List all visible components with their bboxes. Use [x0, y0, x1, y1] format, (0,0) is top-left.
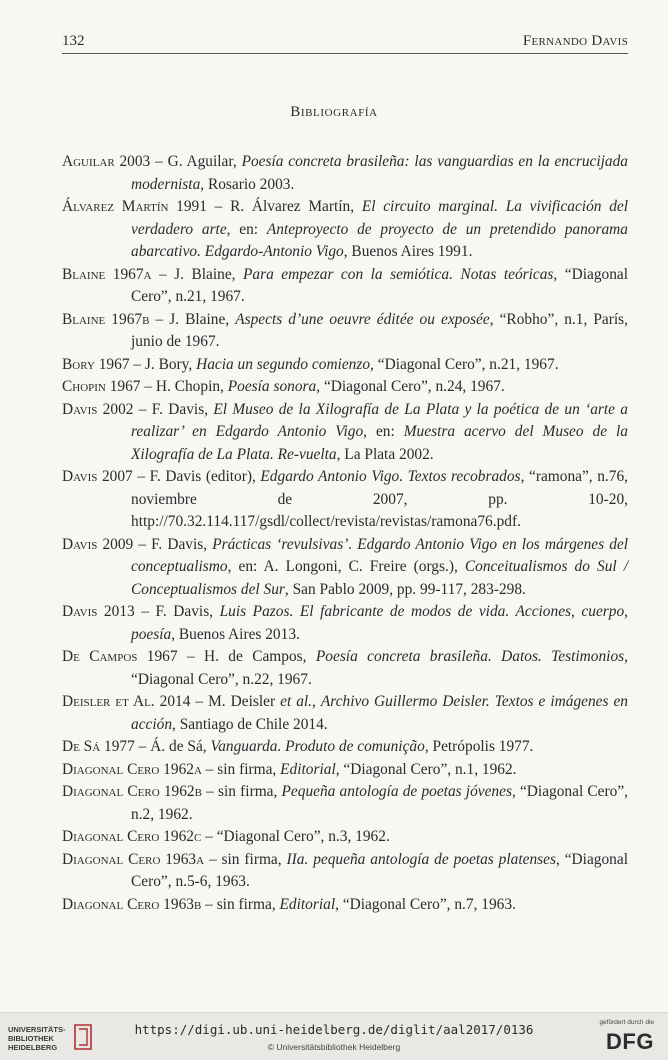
entry-title: Poesía sonora,: [227, 378, 321, 395]
entry-text: , en:: [363, 423, 404, 440]
entry-title: Para empezar con la semiótica. Notas teóricas: [243, 265, 554, 283]
entry-text: – “Diagonal Cero”, n.3, 1962.: [201, 828, 390, 845]
entry-text: “Diagonal Cero”, n.24, 1967.: [320, 378, 505, 395]
entry-text: – sin firma,: [201, 895, 280, 913]
entry-text: , La Plata 2002.: [336, 445, 434, 463]
entry-text: – J. Bory,: [129, 355, 197, 373]
entry-key: Chopin 1967: [62, 378, 141, 395]
bib-entry: [62, 646, 628, 691]
entry-text: – H. Chopin,: [140, 378, 228, 395]
entry-key: Diagonal Cero 1963b: [62, 895, 202, 913]
entry-text: – G. Aguilar,: [150, 153, 242, 170]
entry-key: Bory 1967: [62, 355, 130, 373]
entry-text: “Diagonal Cero”, n.21, 1967.: [373, 355, 559, 373]
entry-text: – M. Deisler: [190, 693, 281, 710]
entry-title: IIa. pequeña antología de poetas platenses: [286, 850, 556, 868]
entry-title: Hacia un segundo comienzo,: [196, 355, 374, 373]
entry-key: Davis 2009: [62, 535, 134, 553]
dfg-logo[interactable]: DFG: [606, 1029, 654, 1054]
page-number: 132: [62, 33, 85, 49]
entry-title: Luis Pazos. El fabricante de modos de vida. Acciones, cuerpo, poesía: [131, 603, 629, 643]
bib-entry: [62, 309, 628, 354]
entry-key: Diagonal Cero 1963a: [62, 850, 205, 868]
entry-text: , “Diagonal Cero”, n.21, 1967.: [131, 265, 629, 305]
entry-text: – sin firma,: [204, 850, 287, 868]
bib-entry: [62, 736, 628, 759]
entry-title: Edgardo Antonio Vigo. Textos recobrados: [260, 468, 521, 485]
library-logo-text[interactable]: UNIVERSITÄTS- BIBLIOTHEK HEIDELBERG: [8, 1025, 66, 1052]
entry-text: ,: [312, 693, 321, 710]
entry-title: et al.: [280, 693, 313, 710]
bib-entry: [62, 781, 628, 826]
entry-text: , Petrópolis 1977.: [424, 738, 534, 755]
entry-text: , Buenos Aires 1991.: [343, 243, 473, 260]
entry-title: Pequeña antología de poetas jóvenes: [281, 783, 512, 800]
entry-key: De Sá 1977: [62, 738, 135, 755]
entry-text: – F. Davis,: [133, 535, 213, 553]
entry-title: Vanguarda. Produto de comunição: [210, 738, 425, 755]
entry-title: Poesía concreta brasileña: las vanguardias en la encrucijada modernista: [131, 153, 629, 193]
entry-text: , “Diagonal Cero”, n.2, 1962.: [131, 783, 629, 823]
bib-entry: [62, 691, 628, 736]
entry-title: Editorial: [279, 895, 336, 913]
entry-title: Aspects d’une oeuvre éditée ou exposée: [235, 310, 490, 328]
bib-entry: [62, 534, 628, 602]
bib-entry: [62, 354, 628, 377]
entry-key: Davis 2007: [62, 468, 133, 485]
entry-text: , “Diagonal Cero”, n.1, 1962.: [335, 760, 517, 778]
entry-text: , “Diagonal Cero”, n.7, 1963.: [335, 895, 516, 913]
entry-text: – sin firma,: [201, 760, 281, 778]
entry-key: Diagonal Cero 1962b: [62, 783, 202, 800]
entry-text: , Buenos Aires 2013.: [171, 625, 300, 643]
entry-key: Aguilar 2003: [62, 153, 151, 170]
entry-title: Anteproyecto de proyecto de un pretendido panorama abarcativo. Edgardo-Antonio Vigo: [131, 220, 628, 260]
running-header-author: Fernando Davis: [522, 33, 628, 49]
bib-entry: [62, 151, 628, 196]
entry-text: , Rosario 2003.: [200, 175, 295, 193]
entry-text: , “ramona”, n.76, noviembre de 2007, pp. 10-20, http://70.32.114.117/gsdl/collect/revista/revistas/ramona76.pdf.: [131, 468, 629, 530]
bib-entry: [62, 399, 628, 467]
entry-title: El Museo de la Xilografía de La Plata y la poética de un ‘arte a realizar’ en Edgardo Antonio Vigo: [131, 400, 629, 440]
bib-entry: [62, 849, 628, 894]
entry-text: – sin firma,: [201, 783, 282, 800]
entry-text: – F. Davis,: [134, 603, 220, 620]
entry-text: – J. Blaine,: [151, 265, 244, 283]
entry-title: Prácticas ‘revulsivas’. Edgardo Antonio Vigo en los márgenes del conceptualismo: [131, 535, 628, 575]
entry-title: Poesía concreta brasileña. Datos. Testimonios: [315, 648, 625, 665]
entry-text: , “Robho”, n.1, París, junio de 1967.: [131, 310, 628, 350]
permalink-url[interactable]: https://digi.ub.uni-heidelberg.de/diglit/aal2017/0136: [134, 1022, 534, 1037]
entry-key: Davis 2002: [62, 400, 134, 418]
viewer-footer: [0, 1012, 668, 1060]
bib-entry: [62, 264, 628, 309]
bib-entry: [62, 826, 628, 849]
entry-text: , “Diagonal Cero”, n.5-6, 1963.: [131, 850, 628, 890]
bib-entry: [62, 196, 628, 264]
bibliography-list: [62, 151, 628, 916]
entry-text: – F. Davis,: [133, 400, 214, 418]
entry-text: , Santiago de Chile 2014.: [172, 715, 328, 733]
entry-key: Davis 2013: [62, 603, 135, 620]
entry-text: , “Diagonal Cero”, n.22, 1967.: [131, 648, 628, 688]
bib-entry: [62, 601, 628, 646]
entry-text: – Á. de Sá,: [134, 738, 211, 755]
entry-text: – R. Álvarez Martín,: [206, 198, 362, 215]
entry-title: El circuito marginal. La vivificación del verdadero arte: [131, 198, 628, 238]
entry-key: Deisler et Al. 2014: [62, 693, 191, 710]
entry-title: Muestra acervo del Museo de la Xilografía de La Plata. Re-vuelta: [131, 423, 628, 463]
entry-key: Blaine 1967b: [62, 310, 150, 328]
entry-key: De Campos 1967: [62, 648, 178, 665]
entry-title: Editorial: [280, 760, 336, 778]
entry-key: Diagonal Cero 1962c: [62, 828, 202, 845]
bib-entry: [62, 466, 628, 534]
entry-text: – H. de Campos,: [177, 648, 316, 665]
bib-entry: [62, 759, 628, 782]
copyright-note: © Universitätsbibliothek Heidelberg: [267, 1042, 401, 1052]
entry-title: Conceitualismos do Sul / Conceptualismos del Sur: [131, 558, 629, 598]
funding-note: gefördert durch die: [599, 1019, 654, 1026]
entry-text: , en:: [226, 220, 267, 238]
entry-key: Álvarez Martín 1991: [62, 198, 207, 215]
entry-text: , San Pablo 2009, pp. 99-117, 283-298.: [284, 580, 526, 598]
entry-key: Blaine 1967a: [62, 265, 152, 283]
bib-entry: [62, 894, 628, 917]
section-title: Bibliografía: [290, 104, 378, 120]
entry-text: , en: A. Longoni, C. Freire (orgs.),: [227, 558, 465, 575]
entry-title: Archivo Guillermo Deisler. Textos e imágenes en acción: [131, 693, 629, 733]
entry-text: – F. Davis (editor),: [132, 468, 261, 485]
entry-key: Diagonal Cero 1962a: [62, 760, 202, 778]
bib-entry: [62, 376, 628, 399]
header-rule: [62, 53, 628, 54]
entry-text: – J. Blaine,: [149, 310, 236, 328]
